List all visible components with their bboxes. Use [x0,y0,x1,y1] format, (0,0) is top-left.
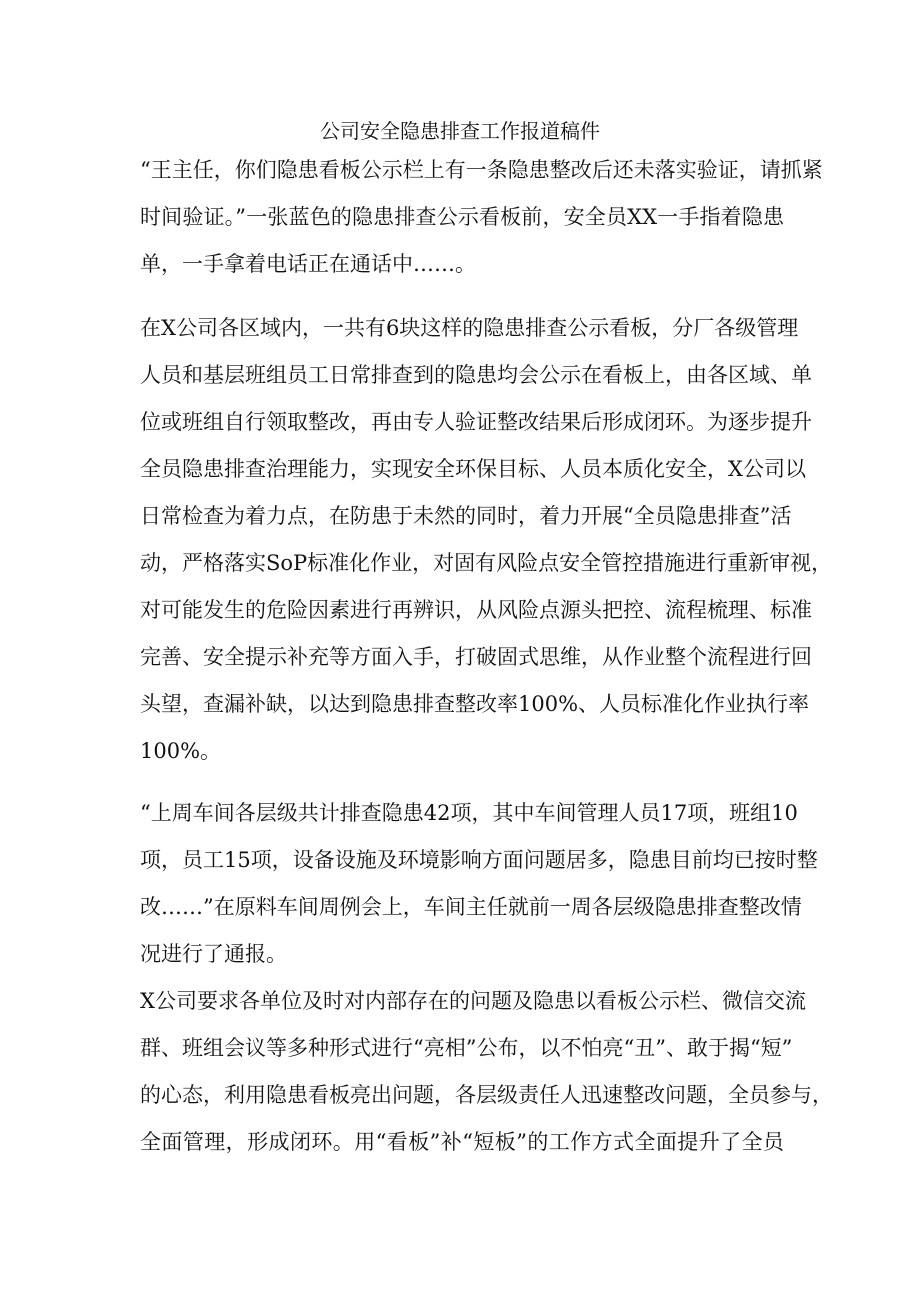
body-line-1: “王主任，你们隐患看板公示栏上有一条隐患整改后还未落实验证，请抓紧 [140,158,823,182]
document-title: 公司安全隐患排查工作报道稿件 [320,119,600,143]
body-line-14: “上周车间各层级共计排查隐患42项，其中车间管理人员17项，班组10 [140,801,798,825]
body-line-7: 全员隐患排查治理能力，实现安全环保目标、人员本质化安全，X公司以 [140,457,806,481]
body-line-12: 头望，查漏补缺，以达到隐患排查整改率100%、人员标准化作业执行率 [140,692,810,716]
body-line-17: 况进行了通报。 [140,942,287,966]
body-line-20: 的心态，利用隐患看板亮出问题，各层级责任人迅速整改问题，全员参与， [140,1083,833,1107]
body-line-3: 单，一手拿着电话正在通话中……。 [140,252,476,276]
body-line-5: 人员和基层班组员工日常排查到的隐患均会公示在看板上，由各区域、单 [140,363,812,387]
body-line-16: 改……”在原料车间周例会上，车间主任就前一周各层级隐患排查整改情 [140,895,802,919]
body-line-21: 全面管理，形成闭环。用“看板”补“短板”的工作方式全面提升了全员 [140,1130,784,1154]
body-line-2: 时间验证。”一张蓝色的隐患排查公示看板前，安全员XX一手指着隐患 [140,205,784,229]
body-line-15: 项，员工15项，设备设施及环境影响方面问题居多，隐患目前均已按时整 [140,848,818,872]
body-line-13: 100%。 [140,739,222,763]
body-line-11: 完善、安全提示补充等方面入手，打破固式思维，从作业整个流程进行回 [140,645,812,669]
body-line-9: 动，严格落实SoP标准化作业，对固有风险点安全管控措施进行重新审视， [140,551,833,575]
body-line-10: 对可能发生的危险因素进行再辨识，从风险点源头把控、流程梳理、标准 [140,598,812,622]
body-line-4: 在X公司各区域内，一共有6块这样的隐患排查公示看板，分厂各级管理 [140,316,799,340]
body-line-6: 位或班组自行领取整改，再由专人验证整改结果后形成闭环。为逐步提升 [140,410,812,434]
body-line-18: X公司要求各单位及时对内部存在的问题及隐患以看板公示栏、微信交流 [140,989,806,1013]
body-line-19: 群、班组会议等多种形式进行“亮相”公布，以不怕亮“丑”、敢于揭“短” [140,1036,793,1060]
body-line-8: 日常检查为着力点，在防患于未然的同时，着力开展“全员隐患排查”活 [140,504,792,528]
